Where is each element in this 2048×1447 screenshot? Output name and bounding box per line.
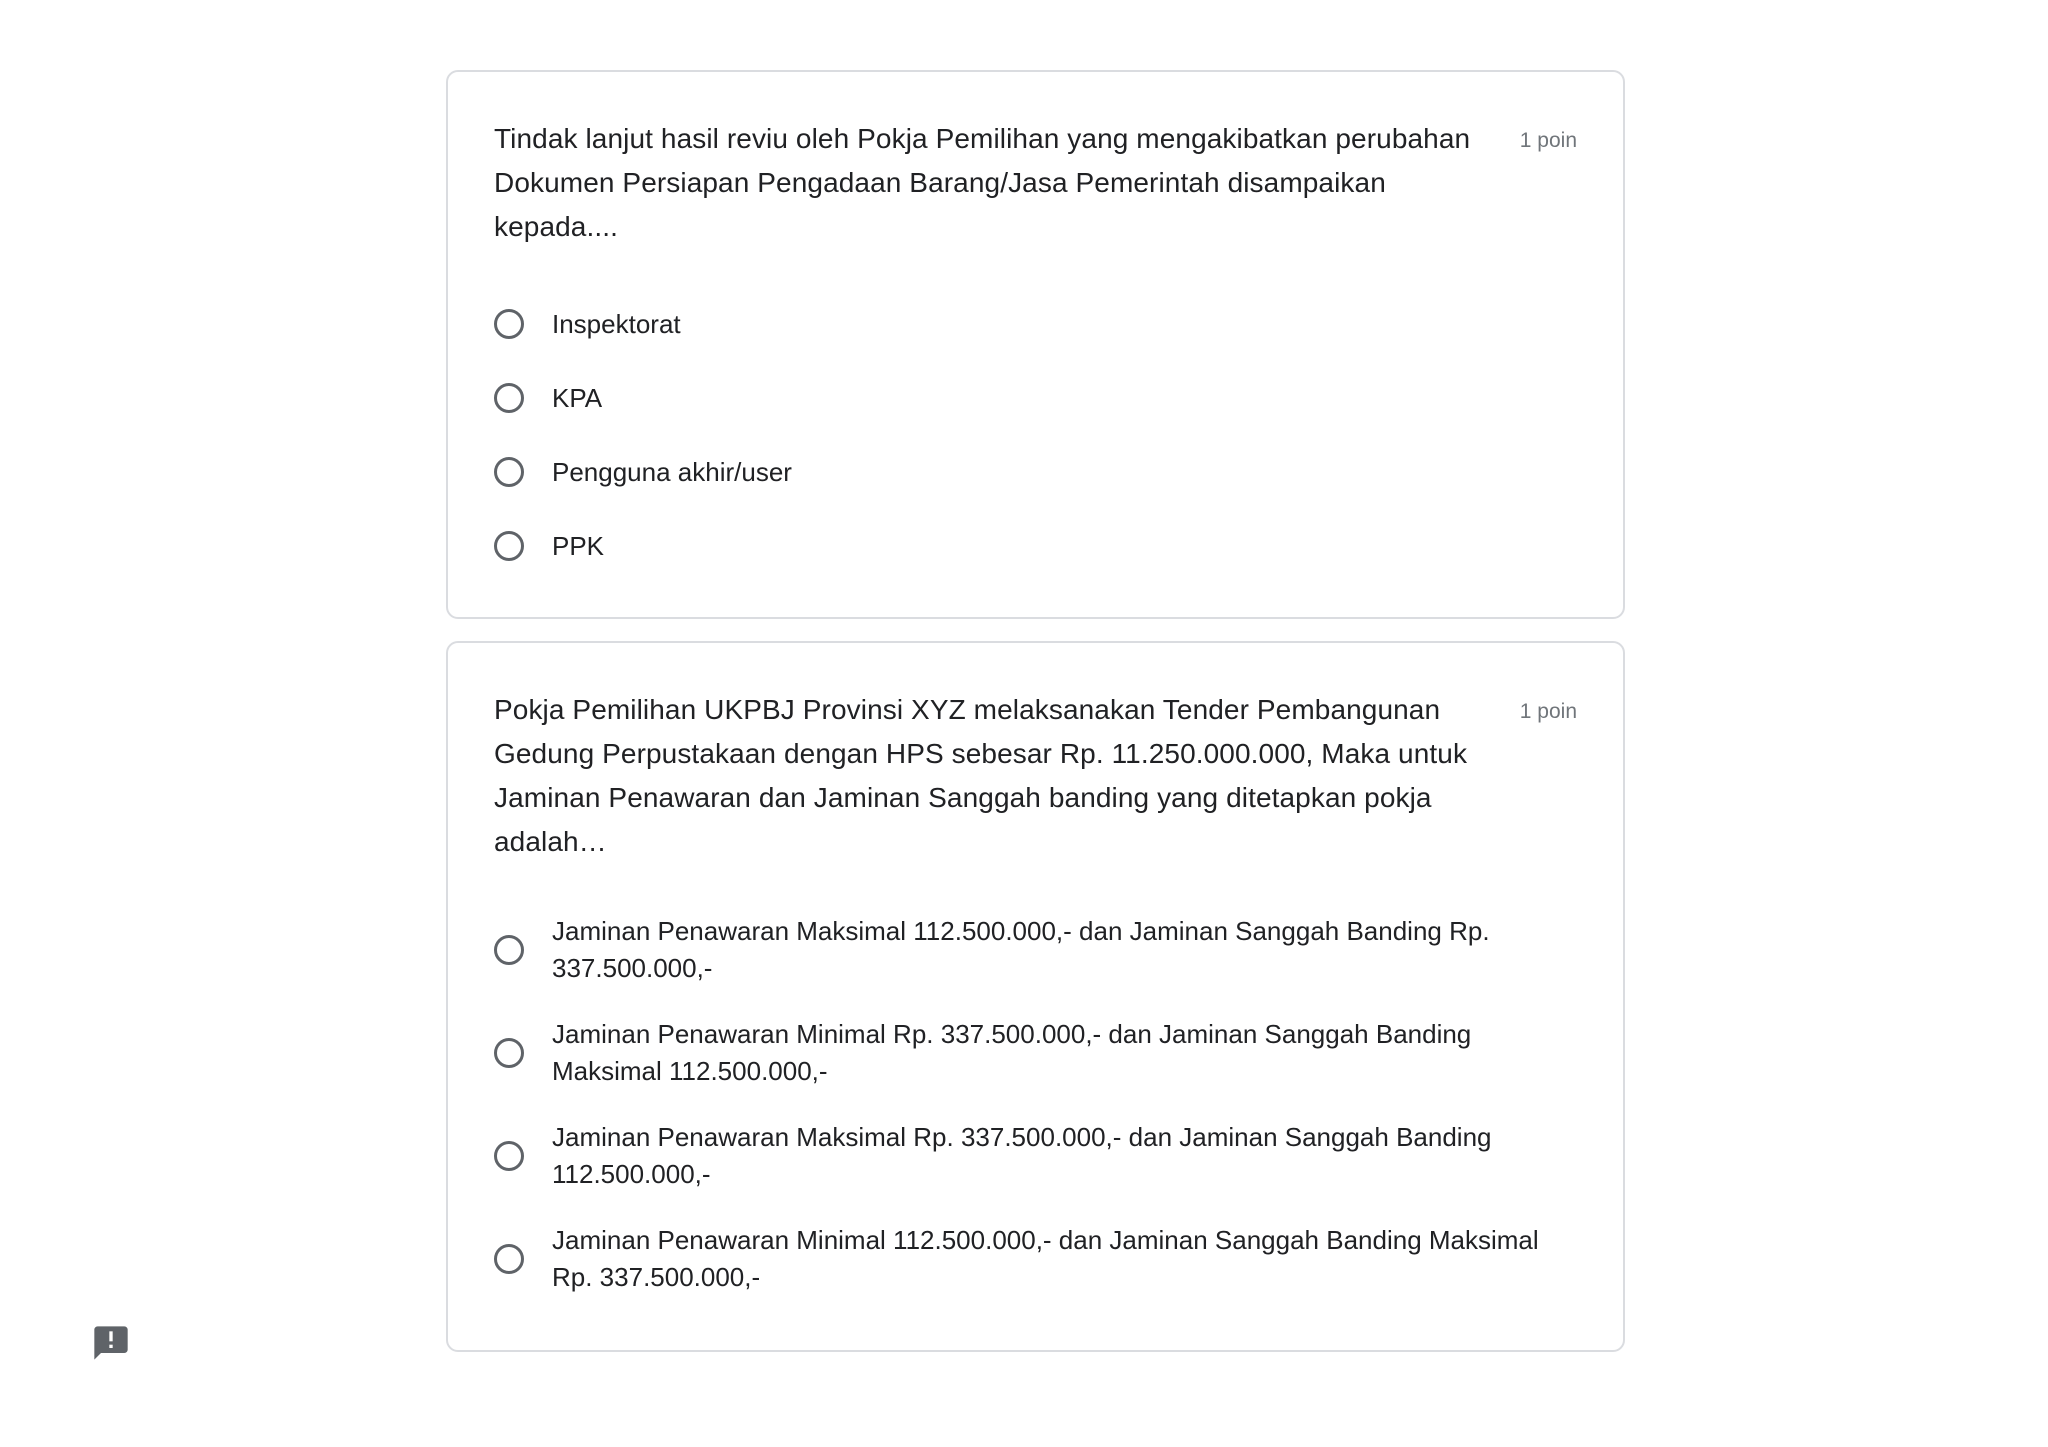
radio-button[interactable] xyxy=(494,309,524,339)
question-header xyxy=(494,117,1577,249)
option-ppk[interactable] xyxy=(494,509,1577,583)
option-label: Jaminan Penawaran Minimal Rp. 337.500.000,- dan Jaminan Sanggah Banding Maksimal 112.500.000,- xyxy=(552,1018,1472,1086)
option-label: Inspektorat xyxy=(552,308,681,339)
radio-button[interactable] xyxy=(494,1038,524,1068)
option-list xyxy=(494,287,1577,583)
option-list xyxy=(494,898,1577,1310)
question-header xyxy=(494,688,1577,864)
option-b[interactable] xyxy=(494,1001,1577,1104)
option-label: Pengguna akhir/user xyxy=(552,456,792,487)
radio-button[interactable] xyxy=(494,383,524,413)
question-card-2 xyxy=(446,641,1625,1352)
option-label: PPK xyxy=(552,530,605,561)
question-text: Pokja Pemilihan UKPBJ Provinsi XYZ melaksanakan Tender Pembangunan Gedung Perpustakaan dengan HPS sebesar Rp. 11.250.000.000, Maka untuk Jaminan Penawaran dan Jaminan Sanggah banding yang ditetapkan pokja adalah… xyxy=(494,694,1468,857)
question-points: 1 poin xyxy=(1519,129,1577,152)
option-label: Jaminan Penawaran Minimal 112.500.000,- dan Jaminan Sanggah Banding Maksimal Rp. 337.500.000,- xyxy=(552,1224,1539,1292)
radio-button[interactable] xyxy=(494,531,524,561)
question-card-1 xyxy=(446,70,1625,619)
option-label: Jaminan Penawaran Maksimal Rp. 337.500.000,- dan Jaminan Sanggah Banding 112.500.000,- xyxy=(552,1121,1492,1189)
option-d[interactable] xyxy=(494,1207,1577,1310)
option-label: KPA xyxy=(552,382,603,413)
question-text: Tindak lanjut hasil reviu oleh Pokja Pemilihan yang mengakibatkan perubahan Dokumen Persiapan Pengadaan Barang/Jasa Pemerintah disampaikan kepada.... xyxy=(494,123,1471,242)
option-label: Jaminan Penawaran Maksimal 112.500.000,- dan Jaminan Sanggah Banding Rp. 337.500.000,- xyxy=(552,915,1490,983)
option-kpa[interactable] xyxy=(494,361,1577,435)
option-c[interactable] xyxy=(494,1104,1577,1207)
report-problem-button[interactable] xyxy=(88,1320,134,1366)
report-problem-icon xyxy=(91,1323,131,1363)
question-points: 1 poin xyxy=(1519,700,1577,723)
option-a[interactable] xyxy=(494,898,1577,1001)
radio-button[interactable] xyxy=(494,1244,524,1274)
radio-button[interactable] xyxy=(494,1141,524,1171)
radio-button[interactable] xyxy=(494,457,524,487)
radio-button[interactable] xyxy=(494,935,524,965)
option-pengguna-akhir[interactable] xyxy=(494,435,1577,509)
option-inspektorat[interactable] xyxy=(494,287,1577,361)
